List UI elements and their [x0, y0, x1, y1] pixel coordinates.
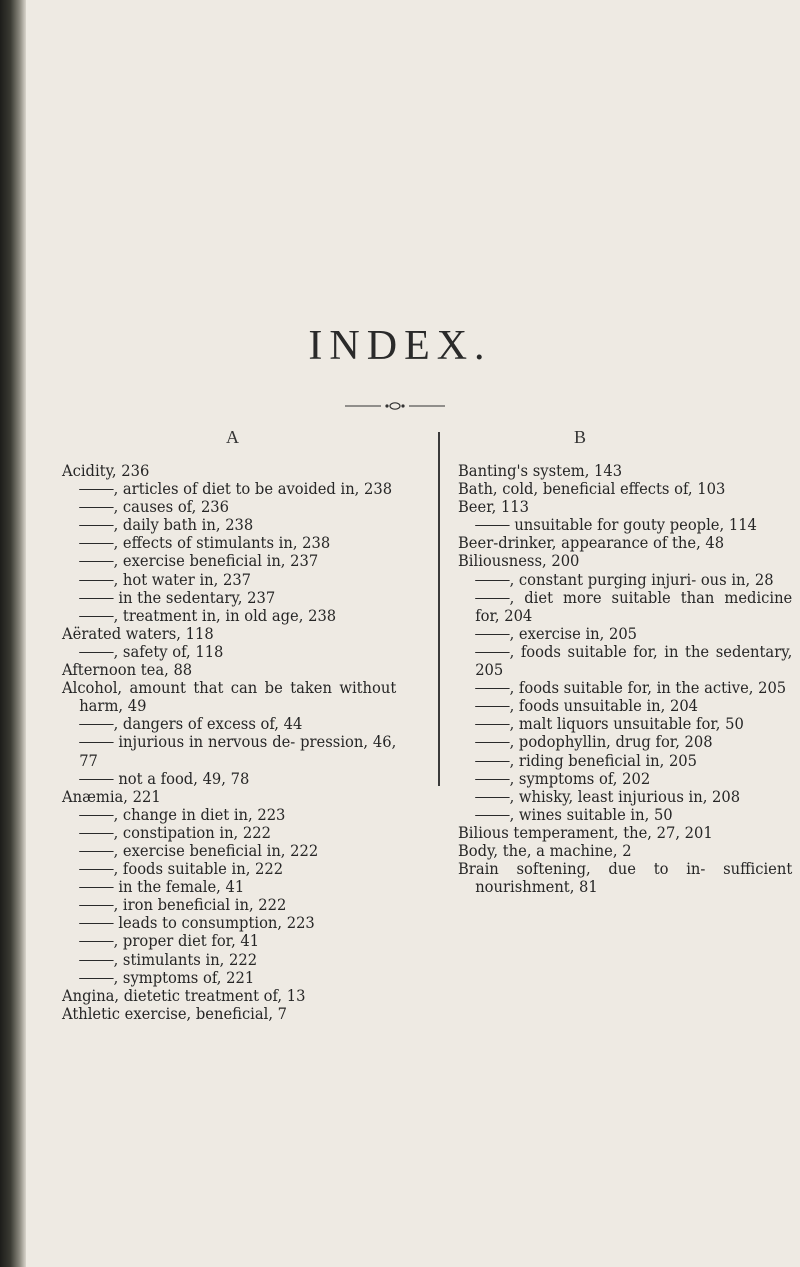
- index-subentry: [62, 480, 396, 498]
- index-subentry: [62, 969, 396, 987]
- index-subentry: [458, 788, 792, 806]
- index-entry-text: , dangers of excess of, 44: [113, 715, 303, 734]
- index-entry-text: Bilious temperament, the, 27, 201: [458, 823, 713, 842]
- index-entry-text: Brain softening, due to in- sufficient nourishment, 81: [458, 860, 793, 897]
- page-title: INDEX.: [308, 323, 492, 369]
- index-subentry: [62, 589, 396, 607]
- index-entry: [62, 679, 396, 715]
- index-entry-text: , treatment in, in old age, 238: [113, 606, 337, 625]
- index-subentry: [62, 914, 396, 932]
- index-entry-text: Alcohol, amount that can be taken without harm, 49: [62, 679, 397, 716]
- index-entry-text: Banting's system, 143: [458, 462, 623, 480]
- index-entry-text: in the sedentary, 237: [118, 588, 276, 607]
- index-entry-text: Afternoon tea, 88: [62, 661, 193, 680]
- index-subentry: [62, 770, 396, 788]
- index-entry-text: Body, the, a machine, 2: [458, 841, 632, 860]
- index-entry: [62, 1005, 396, 1023]
- index-subentry: [458, 752, 792, 770]
- index-entry-text: , change in diet in, 223: [113, 805, 286, 824]
- index-entry-text: , constipation in, 222: [113, 823, 271, 842]
- index-entry: [458, 534, 792, 552]
- index-entry-text: , causes of, 236: [113, 498, 230, 517]
- index-subentry: [62, 878, 396, 896]
- index-entry: [458, 480, 792, 498]
- index-entry: [62, 987, 396, 1005]
- index-entry-text: Beer, 113: [458, 498, 530, 517]
- index-entry-text: leads to consumption, 223: [118, 914, 315, 933]
- index-entry-text: , hot water in, 237: [113, 570, 252, 589]
- index-entry: [62, 625, 396, 643]
- index-entry-text: Aërated waters, 118: [62, 624, 214, 643]
- index-subentry: [62, 951, 396, 969]
- index-entry: [62, 788, 396, 806]
- index-entry-text: , constant purging injuri- ous in, 28: [509, 570, 774, 589]
- index-entry-text: Anæmia, 221: [62, 787, 161, 806]
- index-entry: [458, 498, 792, 516]
- index-entry: [458, 552, 792, 570]
- index-entry-text: unsuitable for gouty people, 114: [514, 516, 757, 535]
- index-entry-text: , riding beneficial in, 205: [509, 751, 698, 770]
- index-subentry: [62, 806, 396, 824]
- index-entry-text: Athletic exercise, beneficial, 7: [62, 1004, 288, 1023]
- book-binding-edge: [0, 0, 26, 1267]
- index-subentry: [458, 571, 792, 589]
- index-subentry: [458, 589, 792, 625]
- index-entry-text: , exercise beneficial in, 222: [113, 841, 319, 860]
- index-entry-text: , podophyllin, drug for, 208: [509, 733, 713, 752]
- index-entry-text: , diet more suitable than medicine for, 204: [475, 588, 793, 625]
- index-entry-text: , proper diet for, 41: [113, 932, 260, 951]
- index-column-a: [62, 462, 396, 1023]
- index-entry-text: , daily bath in, 238: [113, 516, 254, 535]
- index-entry-text: , foods suitable for, in the sedentary, 205: [475, 642, 793, 680]
- index-subentry: [458, 625, 792, 643]
- ornament-divider: [345, 401, 445, 411]
- index-subentry: [62, 932, 396, 950]
- index-entry-text: injurious in nervous de- pression, 46, 77: [79, 733, 397, 770]
- section-letter-a: A: [226, 427, 239, 447]
- index-subentry: [458, 770, 792, 788]
- index-entry: [458, 860, 792, 896]
- index-entry-text: Acidity, 236: [62, 462, 150, 480]
- index-subentry: [62, 896, 396, 914]
- index-subentry: [62, 498, 396, 516]
- index-entry: [458, 842, 792, 860]
- index-subentry: [62, 643, 396, 661]
- index-subentry: [62, 733, 396, 769]
- index-subentry: [458, 715, 792, 733]
- index-entry-text: , wines suitable in, 50: [509, 805, 673, 824]
- index-entry-text: not a food, 49, 78: [118, 769, 250, 788]
- index-entry: [62, 462, 396, 480]
- index-subentry: [458, 516, 792, 534]
- index-entry-text: , iron beneficial in, 222: [113, 896, 287, 915]
- index-subentry: [62, 552, 396, 570]
- column-divider: [438, 432, 440, 786]
- index-entry-text: , whisky, least injurious in, 208: [509, 787, 741, 806]
- index-entry-text: , safety of, 118: [113, 642, 224, 661]
- index-subentry: [458, 733, 792, 751]
- index-entry-text: , exercise beneficial in, 237: [113, 552, 319, 571]
- index-entry-text: , exercise in, 205: [509, 624, 638, 643]
- index-entry-text: , foods suitable for, in the active, 205: [509, 679, 787, 698]
- index-entry-text: , foods suitable in, 222: [113, 860, 284, 879]
- index-subentry: [62, 607, 396, 625]
- index-entry-text: , symptoms of, 202: [509, 769, 651, 788]
- index-entry-text: , malt liquors unsuitable for, 50: [509, 715, 744, 734]
- index-entry-text: Angina, dietetic treatment of, 13: [62, 986, 306, 1005]
- index-subentry: [62, 824, 396, 842]
- index-subentry: [458, 643, 792, 679]
- index-entry-text: , symptoms of, 221: [113, 968, 255, 987]
- index-entry-text: , foods unsuitable in, 204: [509, 697, 699, 716]
- index-entry: [458, 462, 792, 480]
- index-subentry: [62, 842, 396, 860]
- index-subentry: [458, 697, 792, 715]
- index-entry: [458, 824, 792, 842]
- index-entry-text: in the female, 41: [118, 878, 245, 897]
- index-entry-text: , effects of stimulants in, 238: [113, 534, 331, 553]
- index-subentry: [62, 571, 396, 589]
- index-column-b: [458, 462, 792, 896]
- index-subentry: [62, 860, 396, 878]
- index-entry: [62, 661, 396, 679]
- section-letter-b: B: [574, 427, 587, 447]
- index-entry-text: Beer-drinker, appearance of the, 48: [458, 534, 725, 553]
- index-entry-text: Biliousness, 200: [458, 552, 580, 571]
- index-entry-text: , articles of diet to be avoided in, 238: [113, 480, 393, 499]
- index-entry-text: Bath, cold, beneficial effects of, 103: [458, 480, 726, 499]
- index-entry-text: , stimulants in, 222: [113, 950, 258, 969]
- index-subentry: [458, 679, 792, 697]
- index-subentry: [62, 516, 396, 534]
- index-subentry: [458, 806, 792, 824]
- index-subentry: [62, 715, 396, 733]
- index-subentry: [62, 534, 396, 552]
